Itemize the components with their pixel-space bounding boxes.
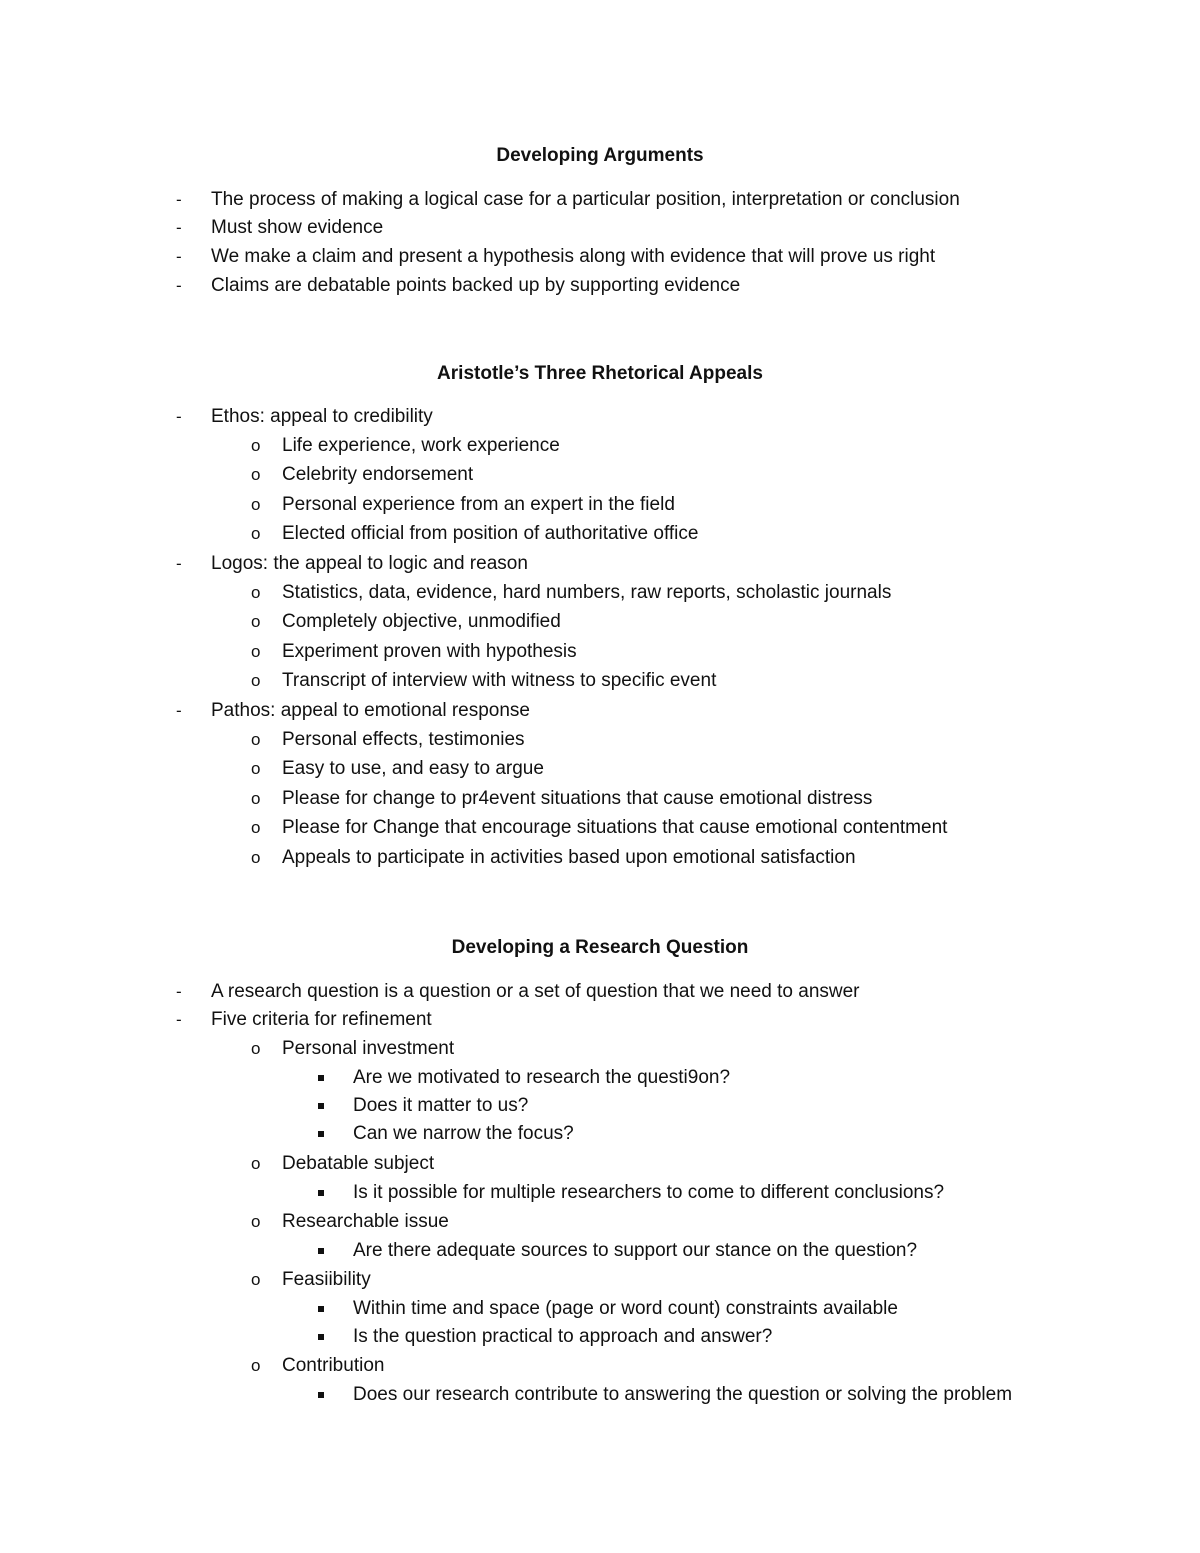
sub-list-item: Please for change to pr4event situations that cause emotional distress [282,788,873,809]
sub-list-item: Feasiibility [282,1269,371,1290]
square-bullet [318,1334,324,1340]
dash-bullet: - [176,982,182,1001]
circle-bullet: o [251,465,261,484]
sub-list-item: Life experience, work experience [282,435,560,456]
list-item: Claims are debatable points backed up by supporting evidence [211,275,741,296]
sub-list-item: Personal effects, testimonies [282,729,525,750]
sub-sub-list-item: Is the question practical to approach and answer? [353,1326,773,1347]
circle-bullet: o [251,671,261,690]
sub-list-item: Experiment proven with hypothesis [282,641,577,662]
list-item: Must show evidence [211,217,384,238]
circle-bullet: o [251,495,261,514]
square-bullet [318,1131,324,1137]
dash-bullet: - [176,407,182,426]
section-title: Aristotle’s Three Rhetorical Appeals [437,363,763,384]
sub-list-item: Please for Change that encourage situations that cause emotional contentment [282,817,948,838]
list-item: Ethos: appeal to credibility [211,406,433,427]
sub-list-item: Celebrity endorsement [282,464,474,485]
circle-bullet: o [251,1356,261,1375]
circle-bullet: o [251,612,261,631]
list-item: Pathos: appeal to emotional response [211,700,530,721]
circle-bullet: o [251,1154,261,1173]
sub-sub-list-item: Within time and space (page or word count) constraints available [353,1298,898,1319]
dash-bullet: - [176,701,182,720]
sub-sub-list-item: Does it matter to us? [353,1095,529,1116]
dash-bullet: - [176,1010,182,1029]
circle-bullet: o [251,524,261,543]
circle-bullet: o [251,1212,261,1231]
sub-list-item: Contribution [282,1355,385,1376]
circle-bullet: o [251,436,261,455]
dash-bullet: - [176,247,182,266]
dash-bullet: - [176,218,182,237]
sub-sub-list-item: Does our research contribute to answering the question or solving the problem [353,1384,1013,1405]
sub-list-item: Transcript of interview with witness to specific event [282,670,717,691]
list-item: We make a claim and present a hypothesis along with evidence that will prove us right [211,246,936,267]
square-bullet [318,1392,324,1398]
list-item: Five criteria for refinement [211,1009,432,1030]
list-item: A research question is a question or a set of question that we need to answer [211,981,860,1002]
circle-bullet: o [251,848,261,867]
sub-sub-list-item: Can we narrow the focus? [353,1123,574,1144]
section-title: Developing a Research Question [451,937,749,958]
square-bullet [318,1075,324,1081]
circle-bullet: o [251,1039,261,1058]
section-title: Developing Arguments [496,145,704,166]
sub-list-item: Personal investment [282,1038,455,1059]
dash-bullet: - [176,276,182,295]
circle-bullet: o [251,759,261,778]
sub-list-item: Debatable subject [282,1153,435,1174]
circle-bullet: o [251,818,261,837]
circle-bullet: o [251,789,261,808]
square-bullet [318,1306,324,1312]
square-bullet [318,1248,324,1254]
sub-list-item: Statistics, data, evidence, hard numbers, raw reports, scholastic journals [282,582,892,603]
sub-sub-list-item: Is it possible for multiple researchers to come to different conclusions? [353,1182,945,1203]
sub-sub-list-item: Are we motivated to research the questi9on? [353,1067,731,1088]
circle-bullet: o [251,1270,261,1289]
dash-bullet: - [176,190,182,209]
sub-list-item: Easy to use, and easy to argue [282,758,544,779]
circle-bullet: o [251,642,261,661]
sub-list-item: Appeals to participate in activities based upon emotional satisfaction [282,847,856,868]
sub-list-item: Personal experience from an expert in the field [282,494,675,515]
dash-bullet: - [176,554,182,573]
list-item: Logos: the appeal to logic and reason [211,553,528,574]
circle-bullet: o [251,730,261,749]
sub-sub-list-item: Are there adequate sources to support our stance on the question? [353,1240,918,1261]
sub-list-item: Completely objective, unmodified [282,611,561,632]
circle-bullet: o [251,583,261,602]
square-bullet [318,1103,324,1109]
square-bullet [318,1190,324,1196]
sub-list-item: Researchable issue [282,1211,449,1232]
list-item: The process of making a logical case for a particular position, interpretation or conclusion [211,189,960,210]
sub-list-item: Elected official from position of authoritative office [282,523,699,544]
